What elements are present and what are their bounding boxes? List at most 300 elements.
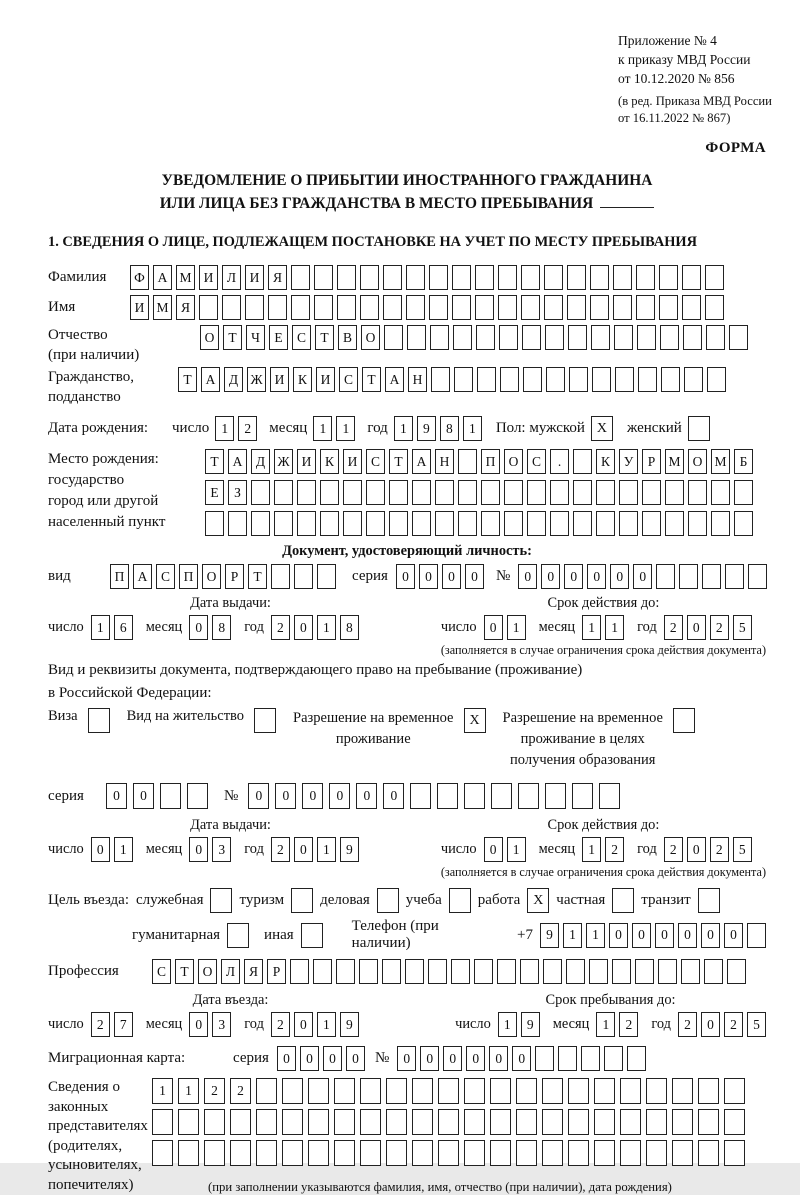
form-cell[interactable]: 0 <box>91 837 110 862</box>
form-cell[interactable] <box>590 295 609 320</box>
form-cell[interactable] <box>711 480 730 505</box>
form-cell[interactable] <box>230 1140 251 1166</box>
form-cell[interactable] <box>334 1140 355 1166</box>
form-cell[interactable] <box>438 1078 459 1104</box>
form-cell[interactable]: Р <box>267 959 286 984</box>
form-cell[interactable]: 2 <box>271 615 290 640</box>
form-cell[interactable]: И <box>297 449 316 474</box>
form-cell[interactable]: 0 <box>541 564 560 589</box>
form-cell[interactable] <box>314 295 333 320</box>
form-cell[interactable]: О <box>200 325 219 350</box>
form-cell[interactable] <box>748 564 767 589</box>
form-cell[interactable]: 1 <box>91 615 110 640</box>
form-cell[interactable] <box>274 511 293 536</box>
form-cell[interactable]: 0 <box>248 783 269 809</box>
form-cell[interactable]: 0 <box>329 783 350 809</box>
form-cell[interactable] <box>477 367 496 392</box>
form-cell[interactable]: . <box>550 449 569 474</box>
form-cell[interactable] <box>453 325 472 350</box>
form-cell[interactable]: 0 <box>518 564 537 589</box>
form-cell[interactable] <box>438 1140 459 1166</box>
form-cell[interactable]: 1 <box>178 1078 199 1104</box>
form-cell[interactable] <box>521 265 540 290</box>
form-cell[interactable]: 9 <box>417 416 436 441</box>
form-cell[interactable] <box>590 265 609 290</box>
form-cell[interactable]: 0 <box>701 923 720 948</box>
form-cell[interactable] <box>152 1109 173 1135</box>
form-cell[interactable]: Т <box>175 959 194 984</box>
form-cell[interactable]: 5 <box>747 1012 766 1037</box>
form-cell[interactable]: 1 <box>463 416 482 441</box>
form-cell[interactable]: Д <box>251 449 270 474</box>
form-cell[interactable]: 2 <box>664 615 683 640</box>
form-cell[interactable]: З <box>228 480 247 505</box>
form-cell[interactable]: 1 <box>215 416 234 441</box>
form-cell[interactable]: 1 <box>313 416 332 441</box>
form-cell[interactable] <box>558 1046 577 1071</box>
form-cell[interactable] <box>688 480 707 505</box>
form-cell[interactable] <box>290 959 309 984</box>
form-cell[interactable]: 2 <box>710 615 729 640</box>
form-cell[interactable] <box>359 959 378 984</box>
form-cell[interactable]: 8 <box>440 416 459 441</box>
form-cell[interactable] <box>271 564 290 589</box>
form-cell[interactable]: 8 <box>212 615 231 640</box>
form-cell[interactable] <box>705 265 724 290</box>
form-cell[interactable]: 2 <box>710 837 729 862</box>
form-cell[interactable] <box>412 1078 433 1104</box>
form-cell[interactable] <box>646 1109 667 1135</box>
form-cell[interactable]: 0 <box>443 1046 462 1071</box>
form-cell[interactable] <box>360 1140 381 1166</box>
form-cell[interactable] <box>542 1109 563 1135</box>
form-cell[interactable]: Ж <box>274 449 293 474</box>
form-cell[interactable]: 9 <box>540 923 559 948</box>
form-cell[interactable]: 0 <box>610 564 629 589</box>
form-cell[interactable] <box>178 1109 199 1135</box>
form-cell[interactable] <box>683 325 702 350</box>
form-cell[interactable]: 0 <box>484 615 503 640</box>
form-cell[interactable]: 0 <box>564 564 583 589</box>
form-cell[interactable] <box>516 1140 537 1166</box>
form-cell[interactable] <box>604 1046 623 1071</box>
form-cell[interactable]: 0 <box>133 783 154 809</box>
form-cell[interactable] <box>729 325 748 350</box>
form-cell[interactable] <box>382 959 401 984</box>
form-cell[interactable]: Т <box>248 564 267 589</box>
form-cell[interactable]: 0 <box>466 1046 485 1071</box>
form-cell[interactable] <box>573 449 592 474</box>
form-cell[interactable]: 8 <box>340 615 359 640</box>
form-cell[interactable]: 0 <box>189 615 208 640</box>
form-cell[interactable]: Н <box>408 367 427 392</box>
form-cell[interactable] <box>406 265 425 290</box>
form-cell[interactable] <box>291 295 310 320</box>
form-cell[interactable]: О <box>202 564 221 589</box>
form-cell[interactable]: 1 <box>582 837 601 862</box>
form-cell[interactable] <box>337 295 356 320</box>
form-cell[interactable] <box>681 959 700 984</box>
form-cell[interactable]: О <box>198 959 217 984</box>
form-cell[interactable]: К <box>320 449 339 474</box>
form-cell[interactable] <box>268 295 287 320</box>
form-cell[interactable] <box>360 265 379 290</box>
form-cell[interactable] <box>527 511 546 536</box>
form-cell[interactable]: И <box>130 295 149 320</box>
form-cell[interactable] <box>386 1109 407 1135</box>
form-cell[interactable] <box>568 325 587 350</box>
form-cell[interactable]: Е <box>205 480 224 505</box>
form-cell[interactable]: С <box>527 449 546 474</box>
form-cell[interactable] <box>383 295 402 320</box>
form-cell[interactable]: 0 <box>294 615 313 640</box>
form-cell[interactable] <box>516 1109 537 1135</box>
form-cell[interactable] <box>251 511 270 536</box>
form-cell[interactable] <box>343 480 362 505</box>
form-cell[interactable]: 1 <box>507 837 526 862</box>
form-cell[interactable]: 2 <box>230 1078 251 1104</box>
form-cell[interactable] <box>747 923 766 948</box>
form-cell[interactable]: К <box>293 367 312 392</box>
form-cell[interactable]: 1 <box>317 837 336 862</box>
form-cell[interactable] <box>500 367 519 392</box>
form-cell[interactable]: 0 <box>678 923 697 948</box>
form-cell[interactable] <box>458 511 477 536</box>
form-cell[interactable] <box>594 1140 615 1166</box>
form-cell[interactable]: 0 <box>724 923 743 948</box>
form-cell[interactable] <box>412 511 431 536</box>
form-cell[interactable]: И <box>270 367 289 392</box>
form-cell[interactable]: 0 <box>632 923 651 948</box>
form-cell[interactable] <box>314 265 333 290</box>
form-cell[interactable] <box>435 480 454 505</box>
form-cell[interactable] <box>308 1140 329 1166</box>
form-cell[interactable]: С <box>156 564 175 589</box>
form-cell[interactable]: 2 <box>238 416 257 441</box>
form-cell[interactable]: 0 <box>383 783 404 809</box>
form-cell[interactable] <box>596 480 615 505</box>
form-cell[interactable] <box>592 367 611 392</box>
form-cell[interactable]: 0 <box>302 783 323 809</box>
form-cell[interactable] <box>638 367 657 392</box>
form-cell[interactable]: И <box>343 449 362 474</box>
form-cell[interactable]: 0 <box>701 1012 720 1037</box>
form-cell[interactable]: И <box>245 265 264 290</box>
form-cell[interactable] <box>711 511 730 536</box>
form-cell[interactable] <box>522 325 541 350</box>
form-cell[interactable]: Ф <box>130 265 149 290</box>
form-cell[interactable] <box>498 265 517 290</box>
form-cell[interactable] <box>636 295 655 320</box>
form-cell[interactable] <box>544 265 563 290</box>
form-cell[interactable] <box>706 325 725 350</box>
form-cell[interactable]: Ч <box>246 325 265 350</box>
form-cell[interactable] <box>620 1109 641 1135</box>
form-cell[interactable] <box>204 1109 225 1135</box>
form-cell[interactable] <box>619 480 638 505</box>
form-cell[interactable] <box>568 1109 589 1135</box>
purpose-study-checkbox[interactable] <box>449 888 471 913</box>
form-cell[interactable]: С <box>339 367 358 392</box>
form-cell[interactable] <box>282 1078 303 1104</box>
form-cell[interactable] <box>682 295 701 320</box>
form-cell[interactable]: Н <box>435 449 454 474</box>
form-cell[interactable] <box>660 325 679 350</box>
form-cell[interactable] <box>481 480 500 505</box>
form-cell[interactable] <box>545 325 564 350</box>
form-cell[interactable] <box>642 480 661 505</box>
form-cell[interactable] <box>317 564 336 589</box>
form-cell[interactable] <box>684 367 703 392</box>
form-cell[interactable]: И <box>199 265 218 290</box>
form-cell[interactable] <box>245 295 264 320</box>
form-cell[interactable] <box>429 295 448 320</box>
form-cell[interactable]: О <box>688 449 707 474</box>
form-cell[interactable]: 5 <box>733 837 752 862</box>
form-cell[interactable] <box>451 959 470 984</box>
form-cell[interactable]: Б <box>734 449 753 474</box>
purpose-transit-checkbox[interactable] <box>698 888 720 913</box>
form-cell[interactable] <box>475 295 494 320</box>
form-cell[interactable] <box>704 959 723 984</box>
form-cell[interactable]: Д <box>224 367 243 392</box>
form-cell[interactable] <box>360 1078 381 1104</box>
form-cell[interactable] <box>521 295 540 320</box>
form-cell[interactable] <box>452 295 471 320</box>
form-cell[interactable]: 2 <box>724 1012 743 1037</box>
form-cell[interactable] <box>152 1140 173 1166</box>
form-cell[interactable] <box>615 367 634 392</box>
form-cell[interactable] <box>518 783 539 809</box>
form-cell[interactable] <box>187 783 208 809</box>
form-cell[interactable] <box>458 449 477 474</box>
form-cell[interactable] <box>734 480 753 505</box>
form-cell[interactable] <box>454 367 473 392</box>
form-cell[interactable]: 0 <box>106 783 127 809</box>
form-cell[interactable] <box>452 265 471 290</box>
gender-male-checkbox[interactable]: X <box>591 416 613 441</box>
form-cell[interactable] <box>228 511 247 536</box>
form-cell[interactable] <box>727 959 746 984</box>
form-cell[interactable] <box>491 783 512 809</box>
form-cell[interactable]: Е <box>269 325 288 350</box>
form-cell[interactable] <box>637 325 656 350</box>
form-cell[interactable]: 0 <box>277 1046 296 1071</box>
form-cell[interactable]: 1 <box>507 615 526 640</box>
form-cell[interactable] <box>672 1109 693 1135</box>
form-cell[interactable] <box>543 959 562 984</box>
form-cell[interactable]: 1 <box>114 837 133 862</box>
form-cell[interactable] <box>458 480 477 505</box>
form-cell[interactable] <box>429 265 448 290</box>
form-cell[interactable] <box>698 1078 719 1104</box>
form-cell[interactable]: П <box>179 564 198 589</box>
form-cell[interactable] <box>661 367 680 392</box>
form-cell[interactable] <box>464 1140 485 1166</box>
form-cell[interactable] <box>567 295 586 320</box>
form-cell[interactable] <box>596 511 615 536</box>
form-cell[interactable] <box>464 1078 485 1104</box>
form-cell[interactable]: С <box>366 449 385 474</box>
form-cell[interactable] <box>546 367 565 392</box>
form-cell[interactable] <box>431 367 450 392</box>
form-cell[interactable]: 3 <box>212 1012 231 1037</box>
form-cell[interactable] <box>384 325 403 350</box>
form-cell[interactable]: 7 <box>114 1012 133 1037</box>
form-cell[interactable] <box>313 959 332 984</box>
form-cell[interactable]: 2 <box>605 837 624 862</box>
form-cell[interactable] <box>490 1109 511 1135</box>
form-cell[interactable] <box>734 511 753 536</box>
form-cell[interactable] <box>613 295 632 320</box>
form-cell[interactable] <box>412 1140 433 1166</box>
form-cell[interactable] <box>568 1140 589 1166</box>
form-cell[interactable]: Т <box>362 367 381 392</box>
form-cell[interactable]: О <box>504 449 523 474</box>
form-cell[interactable] <box>320 511 339 536</box>
purpose-business-checkbox[interactable] <box>377 888 399 913</box>
form-cell[interactable] <box>308 1109 329 1135</box>
form-cell[interactable]: 9 <box>521 1012 540 1037</box>
form-cell[interactable]: 0 <box>275 783 296 809</box>
form-cell[interactable]: 1 <box>586 923 605 948</box>
form-cell[interactable] <box>430 325 449 350</box>
form-cell[interactable]: 0 <box>687 837 706 862</box>
form-cell[interactable] <box>688 511 707 536</box>
form-cell[interactable] <box>428 959 447 984</box>
form-cell[interactable] <box>475 265 494 290</box>
form-cell[interactable] <box>724 1109 745 1135</box>
form-cell[interactable] <box>665 511 684 536</box>
form-cell[interactable]: И <box>316 367 335 392</box>
form-cell[interactable]: Я <box>244 959 263 984</box>
form-cell[interactable]: 5 <box>733 615 752 640</box>
form-cell[interactable] <box>178 1140 199 1166</box>
form-cell[interactable] <box>389 511 408 536</box>
form-cell[interactable]: 1 <box>582 615 601 640</box>
form-cell[interactable]: 0 <box>465 564 484 589</box>
form-cell[interactable]: 1 <box>317 1012 336 1037</box>
form-cell[interactable] <box>646 1140 667 1166</box>
form-cell[interactable] <box>504 511 523 536</box>
form-cell[interactable]: 0 <box>294 837 313 862</box>
form-cell[interactable]: Я <box>268 265 287 290</box>
form-cell[interactable] <box>230 1109 251 1135</box>
form-cell[interactable] <box>360 295 379 320</box>
form-cell[interactable] <box>698 1109 719 1135</box>
form-cell[interactable]: 2 <box>678 1012 697 1037</box>
form-cell[interactable] <box>682 265 701 290</box>
form-cell[interactable] <box>659 265 678 290</box>
form-cell[interactable]: 3 <box>212 837 231 862</box>
form-cell[interactable]: Ж <box>247 367 266 392</box>
form-cell[interactable] <box>542 1140 563 1166</box>
form-cell[interactable] <box>282 1109 303 1135</box>
form-cell[interactable] <box>581 1046 600 1071</box>
form-cell[interactable] <box>620 1140 641 1166</box>
form-cell[interactable]: 0 <box>397 1046 416 1071</box>
gender-female-checkbox[interactable] <box>688 416 710 441</box>
form-cell[interactable] <box>620 1078 641 1104</box>
form-cell[interactable] <box>516 1078 537 1104</box>
form-cell[interactable] <box>698 1140 719 1166</box>
form-cell[interactable]: 2 <box>271 837 290 862</box>
form-cell[interactable] <box>251 480 270 505</box>
form-cell[interactable] <box>544 295 563 320</box>
form-cell[interactable]: Т <box>223 325 242 350</box>
form-cell[interactable] <box>366 511 385 536</box>
form-cell[interactable] <box>412 480 431 505</box>
form-cell[interactable]: А <box>228 449 247 474</box>
form-cell[interactable] <box>205 511 224 536</box>
form-cell[interactable] <box>366 480 385 505</box>
form-cell[interactable]: 1 <box>498 1012 517 1037</box>
form-cell[interactable]: М <box>153 295 172 320</box>
form-cell[interactable] <box>222 295 241 320</box>
form-cell[interactable] <box>334 1109 355 1135</box>
form-cell[interactable] <box>320 480 339 505</box>
form-cell[interactable] <box>591 325 610 350</box>
form-cell[interactable]: 2 <box>91 1012 110 1037</box>
form-cell[interactable] <box>504 480 523 505</box>
form-cell[interactable]: 1 <box>317 615 336 640</box>
form-cell[interactable]: 0 <box>484 837 503 862</box>
form-cell[interactable]: М <box>711 449 730 474</box>
form-cell[interactable]: Т <box>315 325 334 350</box>
form-cell[interactable] <box>497 959 516 984</box>
form-cell[interactable] <box>474 959 493 984</box>
form-cell[interactable] <box>297 511 316 536</box>
form-cell[interactable] <box>490 1078 511 1104</box>
form-cell[interactable] <box>412 1109 433 1135</box>
form-cell[interactable] <box>464 1109 485 1135</box>
form-cell[interactable] <box>481 511 500 536</box>
form-cell[interactable] <box>569 367 588 392</box>
form-cell[interactable] <box>410 783 431 809</box>
visa-checkbox[interactable] <box>88 708 110 733</box>
form-cell[interactable]: О <box>361 325 380 350</box>
form-cell[interactable] <box>636 265 655 290</box>
form-cell[interactable] <box>337 265 356 290</box>
form-cell[interactable] <box>613 265 632 290</box>
form-cell[interactable]: В <box>338 325 357 350</box>
form-cell[interactable] <box>405 959 424 984</box>
form-cell[interactable] <box>334 1078 355 1104</box>
form-cell[interactable] <box>659 295 678 320</box>
form-cell[interactable]: М <box>176 265 195 290</box>
form-cell[interactable]: С <box>152 959 171 984</box>
form-cell[interactable] <box>256 1078 277 1104</box>
form-cell[interactable] <box>642 511 661 536</box>
form-cell[interactable]: Т <box>205 449 224 474</box>
form-cell[interactable]: 0 <box>189 1012 208 1037</box>
form-cell[interactable] <box>567 265 586 290</box>
form-cell[interactable] <box>656 564 675 589</box>
form-cell[interactable] <box>599 783 620 809</box>
form-cell[interactable] <box>665 480 684 505</box>
purpose-private-checkbox[interactable] <box>612 888 634 913</box>
form-cell[interactable] <box>464 783 485 809</box>
form-cell[interactable]: 0 <box>356 783 377 809</box>
form-cell[interactable]: 1 <box>596 1012 615 1037</box>
form-cell[interactable] <box>476 325 495 350</box>
form-cell[interactable] <box>724 1078 745 1104</box>
form-cell[interactable] <box>672 1078 693 1104</box>
form-cell[interactable]: 2 <box>271 1012 290 1037</box>
form-cell[interactable] <box>437 783 458 809</box>
form-cell[interactable]: 1 <box>605 615 624 640</box>
form-cell[interactable] <box>274 480 293 505</box>
